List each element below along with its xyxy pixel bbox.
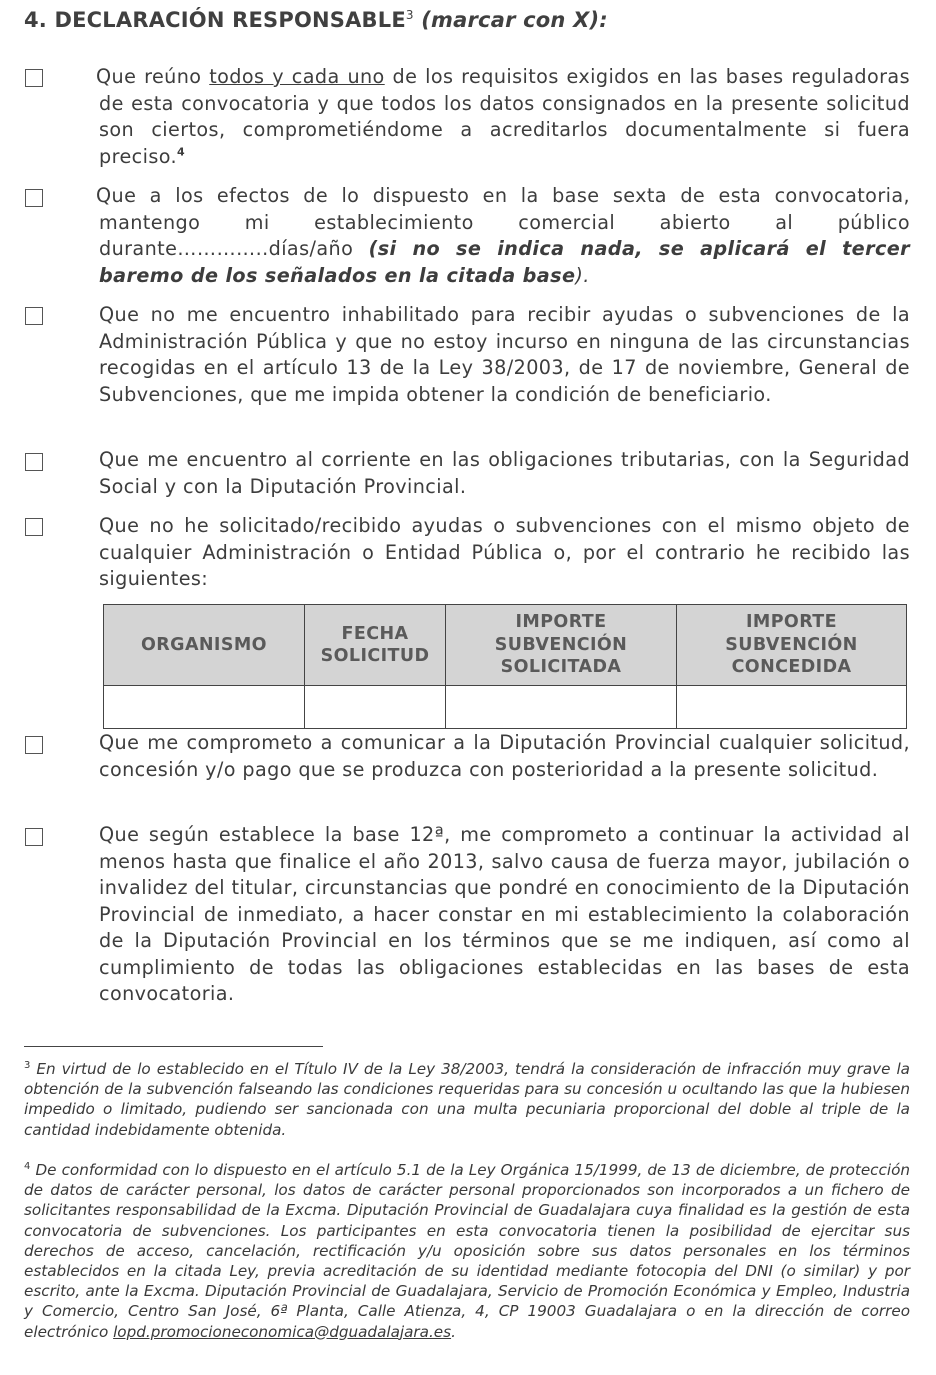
declaration-checkbox[interactable]: [25, 69, 43, 87]
declaration-checkbox[interactable]: [25, 189, 43, 207]
footnote-ref-3[interactable]: 3: [405, 8, 414, 22]
declaration-checkbox[interactable]: [25, 736, 43, 754]
bold-italic-note: (si no se indica nada, se aplicará el tercer baremo de los señalados en la citada base: [99, 237, 910, 287]
section-title: [24, 8, 608, 32]
declaration-checkbox[interactable]: [25, 828, 43, 846]
declaration-checkbox[interactable]: [25, 453, 43, 471]
email-link[interactable]: lopd.promocioneconomica@dguadalajara.es: [113, 1322, 452, 1341]
section-title-instruction: (marcar con X):: [413, 8, 608, 32]
footnote-mark: 4: [24, 1160, 31, 1172]
declaration-text: Que me encuentro al corriente en las obligaciones tributarias, con la Seguridad Social y con la Diputación Provincial.: [99, 448, 910, 498]
footnote-4: $^4$ De conformidad con lo dispuesto en el artículo 5.1 de la Ley Orgánica 15/1999, de 13 de diciembre, de protección de datos de carácter personal, los datos de carácter personal proporcionados son incorporados a un fichero de solicitantes responsabilidad de la Excma. Diputación Provincial de Guadalajara cuya finalidad es la gestión de esta convocatoria de subvenciones. Los participantes en esta convocatoria tienen la posibilidad de ejercitar sus derechos de acceso, cancelación, rectificación y/u oposición sobre sus datos personales en los términos establecidos en la citada Ley, previa acreditación de su identidad mediante fotocopia del DNI (o similar) y por escrito, ante la Excma. Diputación Provincial de Guadalajara, Servicio de Promoción Económica y Empleo, Industria y Comercio, Centro San José, 6ª Planta, Calle Atienza, 4, CP 19003 Guadalajara o en la dirección de correo electrónico lopd.promocioneconomica@dguadalajara.es.: [24, 1160, 910, 1341]
footnote-ref-4[interactable]: 4: [177, 145, 186, 159]
column-header-organismo: ORGANISMO: [104, 605, 305, 686]
cell-importe-solicitada-input[interactable]: [446, 686, 677, 729]
underlined-text: todos y cada uno: [209, 65, 385, 88]
column-header-importe-concedida: IMPORTE SUBVENCIÓN CONCEDIDA: [677, 605, 907, 686]
declaration-text: Que no he solicitado/recibido ayudas o subvenciones con el mismo objeto de cualquier Administración o Entidad Pública o, por el contrario he recibido las siguientes:: [99, 514, 910, 590]
declaration-text: Que reúno todos y cada uno de los requisitos exigidos en las bases reguladoras de esta convocatoria y que todos los datos consignados en la presente solicitud son ciertos, comprometiéndome a acreditarlos documentalmente si fuera preciso.$^4$: [96, 65, 910, 168]
footnote-3: [24, 1059, 910, 1140]
column-header-importe-solicitada: IMPORTE SUBVENCIÓN SOLICITADA: [446, 605, 677, 686]
footnote-text: En virtud de lo establecido en el Título IV de la Ley 38/2003, tendrá la consideración de infracción muy grave la obtención de la subvención falseando las condiciones requeridas para su concesión u ocultando las que la hubiesen impedido o limitado, pudiendo ser sancionada con una multa pecuniaria proporcional del doble al triple de la cantidad indebidamente obtenida.: [24, 1060, 910, 1139]
declaration-text: Que me comprometo a comunicar a la Diputación Provincial cualquier solicitud, concesión y/o pago que se produzca con posterioridad a la presente solicitud.: [99, 731, 910, 781]
cell-fecha-solicitud-input[interactable]: [305, 686, 446, 729]
footnote-mark: 3: [24, 1059, 31, 1071]
declaration-text: Que según establece la base 12ª, me comprometo a continuar la actividad al menos hasta que finalice el año 2013, salvo causa de fuerza mayor, jubilación o invalidez del titular, circunstancias que pondré en conocimiento de la Diputación Provincial de inmediato, a hacer constar en mi establecimiento la colaboración de la Diputación Provincial en los términos que se me indiquen, así como al cumplimiento de todas las obligaciones establecidas en las bases de esta convocatoria.: [99, 823, 910, 1005]
grants-table: [103, 604, 907, 729]
declaration-checkbox[interactable]: [25, 307, 43, 325]
section-title-text: 4. DECLARACIÓN RESPONSABLE: [24, 8, 406, 32]
declaration-text: Que no me encuentro inhabilitado para recibir ayudas o subvenciones de la Administración Pública y que no estoy incurso en ninguna de las circunstancias recogidas en el artículo 13 de la Ley 38/2003, de 17 de noviembre, General de Subvenciones, que me impida obtener la condición de beneficiario.: [99, 303, 910, 406]
cell-organismo-input[interactable]: [104, 686, 305, 729]
table-row: [104, 686, 907, 729]
footnote-divider: [24, 1046, 323, 1047]
cell-importe-concedida-input[interactable]: [677, 686, 907, 729]
footnote-text: De conformidad con lo dispuesto en el artículo 5.1 de la Ley Orgánica 15/1999, de 13 de diciembre, de protección de datos de carácter personal, los datos de carácter personal proporcionados son incorporados a un fichero de solicitantes responsabilidad de la Excma. Diputación Provincial de Guadalajara cuya finalidad es la gestión de esta convocatoria de subvenciones. Los participantes en esta convocatoria tienen la posibilidad de ejercitar sus derechos de acceso, cancelación, rectificación y/u oposición sobre sus datos personales en los términos establecidos en la citada Ley, previa acreditación de su identidad mediante fotocopia del DNI (o similar) y por escrito, ante la Excma. Diputación Provincial de Guadalajara, Servicio de Promoción Económica y Empleo, Industria y Comercio, Centro San José, 6ª Planta, Calle Atienza, 4, CP 19003 Guadalajara o en la dirección de correo electrónico: [24, 1161, 910, 1341]
declaration-text: Que a los efectos de lo dispuesto en la base sexta de esta convocatoria, mantengo mi establecimiento comercial abierto al público durante…………..días/año (si no se indica nada, se aplicará el tercer baremo de los señalados en la citada base).: [96, 184, 910, 287]
table-header-row: [104, 605, 907, 686]
column-header-fecha-solicitud: FECHA SOLICITUD: [305, 605, 446, 686]
declaration-checkbox[interactable]: [25, 518, 43, 536]
